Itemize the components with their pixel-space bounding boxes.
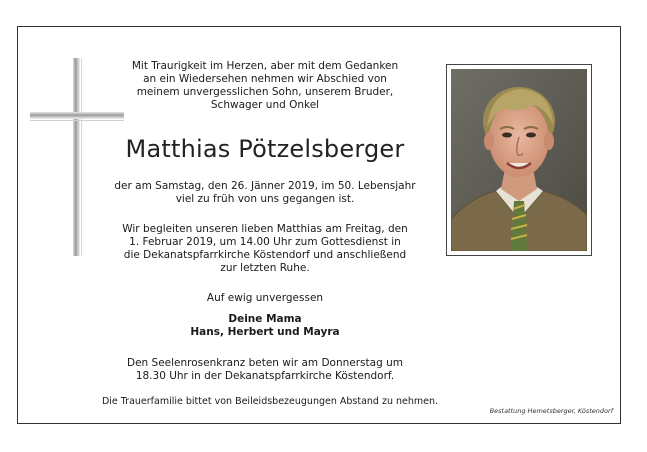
- intro-line: an ein Wiedersehen nehmen wir Abschied von: [143, 73, 387, 85]
- rosary-line: 18.30 Uhr in der Dekanatspfarrkirche Köstendorf.: [135, 370, 395, 382]
- signers: [95, 313, 435, 339]
- portrait-image: [451, 69, 587, 251]
- signer-line: Deine Mama: [228, 313, 302, 325]
- death-line: der am Samstag, den 26. Jänner 2019, im 50. Lebensjahr: [114, 180, 416, 192]
- service-line: 1. Februar 2019, um 14.00 Uhr zum Gottesdienst in: [129, 236, 401, 248]
- intro-line: Schwager und Onkel: [210, 99, 320, 111]
- forever-text: Auf ewig unvergessen: [206, 292, 324, 304]
- signer-line: Hans, Herbert und Mayra: [190, 326, 340, 338]
- service-line: zur letzten Ruhe.: [220, 262, 310, 274]
- rosary-line: Den Seelenrosenkranz beten wir am Donnerstag um: [127, 357, 403, 369]
- rosary-text: [95, 357, 435, 383]
- condolence-note: Die Trauerfamilie bittet von Beileidsbezeugungen Abstand zu nehmen.: [101, 396, 439, 407]
- service-text: [95, 223, 435, 275]
- deceased-name: Matthias Pötzelsberger: [125, 135, 405, 163]
- portrait-photo: [446, 64, 592, 256]
- undertaker-credit: Bestattung Hemetsberger, Köstendorf: [489, 407, 613, 415]
- service-line: die Dekanatspfarrkirche Köstendorf und anschließend: [123, 249, 407, 261]
- death-text: [95, 180, 435, 206]
- intro-line: Mit Traurigkeit im Herzen, aber mit dem Gedanken: [131, 60, 399, 72]
- service-line: Wir begleiten unseren lieben Matthias am Freitag, den: [122, 223, 408, 235]
- death-line: viel zu früh von uns gegangen ist.: [175, 193, 355, 205]
- intro-line: meinem unvergesslichen Sohn, unserem Bruder,: [136, 86, 394, 98]
- intro-text: [95, 60, 435, 112]
